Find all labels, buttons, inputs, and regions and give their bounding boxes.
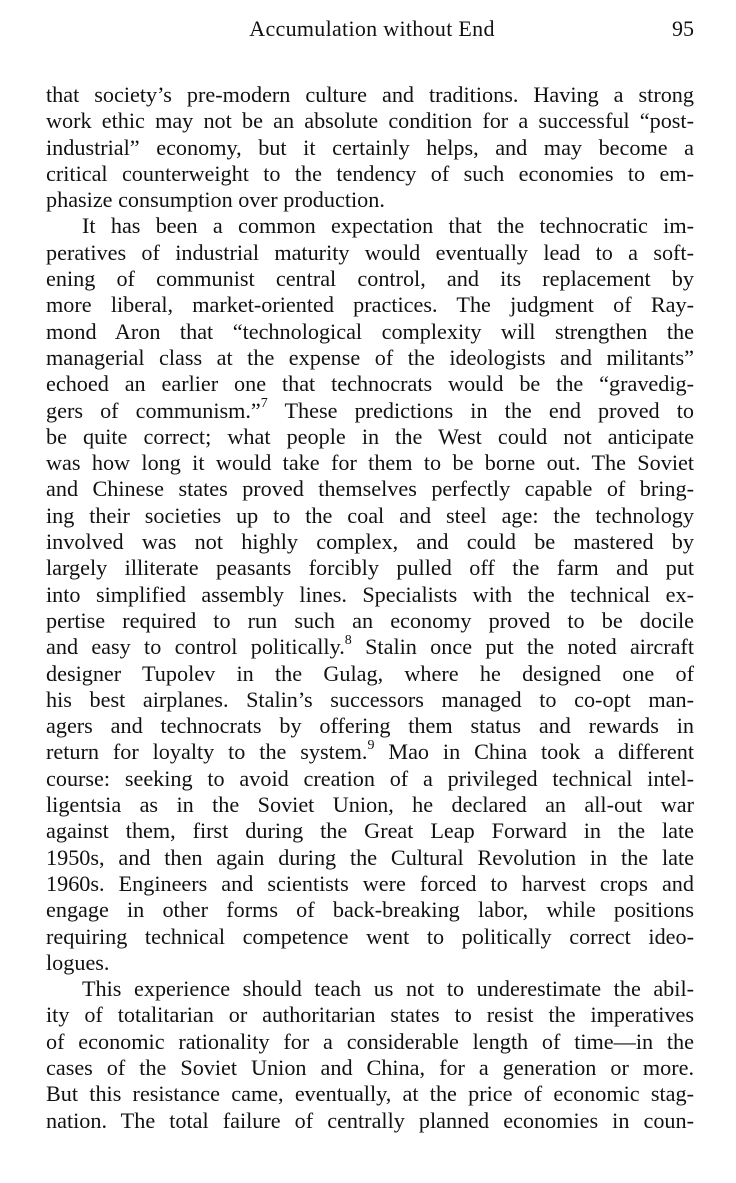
line-text: It has been a common expectation that the technocratic im-	[82, 213, 694, 239]
line-text: and Chinese states proved themselves perfectly capable of bring-	[46, 476, 694, 502]
line-text: largely illiterate peasants forcibly pulled off the farm and put	[46, 555, 694, 581]
text-line	[46, 818, 694, 844]
text-line	[46, 82, 694, 108]
text-line	[46, 424, 694, 450]
line-text: nation. The total failure of centrally planned economies in coun-	[46, 1107, 694, 1133]
line-text: into simplified assembly lines. Specialists with the technical ex-	[46, 581, 694, 607]
text-line	[46, 1055, 694, 1081]
text-line	[46, 529, 694, 555]
line-text: gers of communism.”	[46, 397, 261, 423]
text-line	[46, 398, 694, 424]
running-title: Accumulation without End	[249, 16, 495, 41]
line-text: 1950s, and then again during the Cultural Revolution in the late	[46, 844, 694, 870]
text-line	[46, 319, 694, 345]
text-line	[46, 476, 694, 502]
line-text: ening of communist central control, and its replacement by	[46, 266, 694, 292]
text-line	[46, 371, 694, 397]
line-text: mond Aron that “technological complexity will strengthen the	[46, 318, 694, 344]
text-line	[46, 1081, 694, 1107]
text-line	[46, 1029, 694, 1055]
text-line	[46, 792, 694, 818]
text-line	[46, 871, 694, 897]
line-text: ity of totalitarian or authoritarian states to resist the imperatives	[46, 1002, 694, 1028]
text-line	[46, 161, 694, 187]
line-text: course: seeking to avoid creation of a privileged technical intel-	[46, 765, 694, 791]
line-text: was how long it would take for them to be borne out. The Soviet	[46, 450, 694, 476]
line-text: ligentsia as in the Soviet Union, he declared an all-out war	[46, 792, 694, 818]
text-line	[46, 345, 694, 371]
text-line	[46, 582, 694, 608]
footnote-marker: 7	[260, 397, 268, 412]
line-text: managerial class at the expense of the ideologists and militants”	[46, 344, 694, 370]
text-line	[46, 976, 694, 1002]
text-line	[46, 187, 694, 213]
line-text: ing their societies up to the coal and steel age: the technology	[46, 502, 694, 528]
line-text-continued: These predictions in the end proved to	[267, 397, 694, 423]
text-line	[46, 634, 694, 660]
line-text: This experience should teach us not to underestimate the abil-	[82, 976, 694, 1002]
line-text: agers and technocrats by offering them status and rewards in	[46, 713, 694, 739]
line-text: critical counterweight to the tendency of such economies to em-	[46, 160, 694, 186]
line-text: more liberal, market-oriented practices. The judgment of Ray-	[46, 292, 694, 318]
line-text: involved was not highly complex, and could be mastered by	[46, 529, 694, 555]
line-text: return for loyalty to the system.	[46, 739, 368, 765]
line-text: of economic rationality for a considerable length of time—in the	[46, 1028, 694, 1054]
text-line	[46, 213, 694, 239]
line-text: work ethic may not be an absolute condition for a successful “post-	[46, 108, 694, 134]
text-line	[46, 108, 694, 134]
text-line	[46, 845, 694, 871]
text-line	[46, 1002, 694, 1028]
line-text: engage in other forms of back-breaking labor, while positions	[46, 897, 694, 923]
line-text: requiring technical competence went to politically correct ideo-	[46, 923, 694, 949]
line-text: that society’s pre-modern culture and traditions. Having a strong	[46, 82, 694, 107]
text-line	[46, 713, 694, 739]
line-text: logues.	[46, 949, 110, 975]
line-text: But this resistance came, eventually, at the price of economic stag-	[46, 1081, 694, 1107]
line-text: industrial” economy, but it certainly helps, and may become a	[46, 134, 694, 160]
line-text: peratives of industrial maturity would eventually lead to a soft-	[46, 239, 694, 265]
line-text: pertise required to run such an economy proved to be docile	[46, 607, 694, 633]
line-text: echoed an earlier one that technocrats would be the “gravedig-	[46, 371, 694, 397]
line-text: cases of the Soviet Union and China, for a generation or more.	[46, 1054, 694, 1080]
text-line	[46, 608, 694, 634]
line-text: 1960s. Engineers and scientists were forced to harvest crops and	[46, 870, 694, 896]
text-line	[46, 503, 694, 529]
text-line	[46, 687, 694, 713]
text-line	[46, 292, 694, 318]
text-line	[46, 739, 694, 765]
text-line	[46, 897, 694, 923]
text-line	[46, 766, 694, 792]
line-text: his best airplanes. Stalin’s successors managed to co-opt man-	[46, 686, 694, 712]
text-line	[46, 924, 694, 950]
line-text: designer Tupolev in the Gulag, where he designed one of	[46, 660, 694, 686]
page-number: 95	[672, 16, 694, 41]
text-line	[46, 240, 694, 266]
text-line	[46, 950, 694, 976]
line-text-continued: Mao in China took a different	[374, 739, 694, 765]
text-line	[46, 135, 694, 161]
text-line	[46, 1108, 694, 1134]
line-text: and easy to control politically.	[46, 634, 345, 660]
line-text: phasize consumption over production.	[46, 187, 385, 213]
text-line	[46, 450, 694, 476]
line-text: against them, first during the Great Leap Forward in the late	[46, 818, 694, 844]
running-header	[48, 14, 696, 44]
text-line	[46, 266, 694, 292]
text-line	[46, 661, 694, 687]
footnote-marker: 8	[344, 634, 352, 648]
line-text: be quite correct; what people in the West could not anticipate	[46, 423, 694, 449]
text-line	[46, 555, 694, 581]
footnote-marker: 9	[367, 739, 375, 754]
line-text-continued: Stalin once put the noted aircraft	[351, 634, 694, 660]
body-text	[46, 82, 694, 1134]
